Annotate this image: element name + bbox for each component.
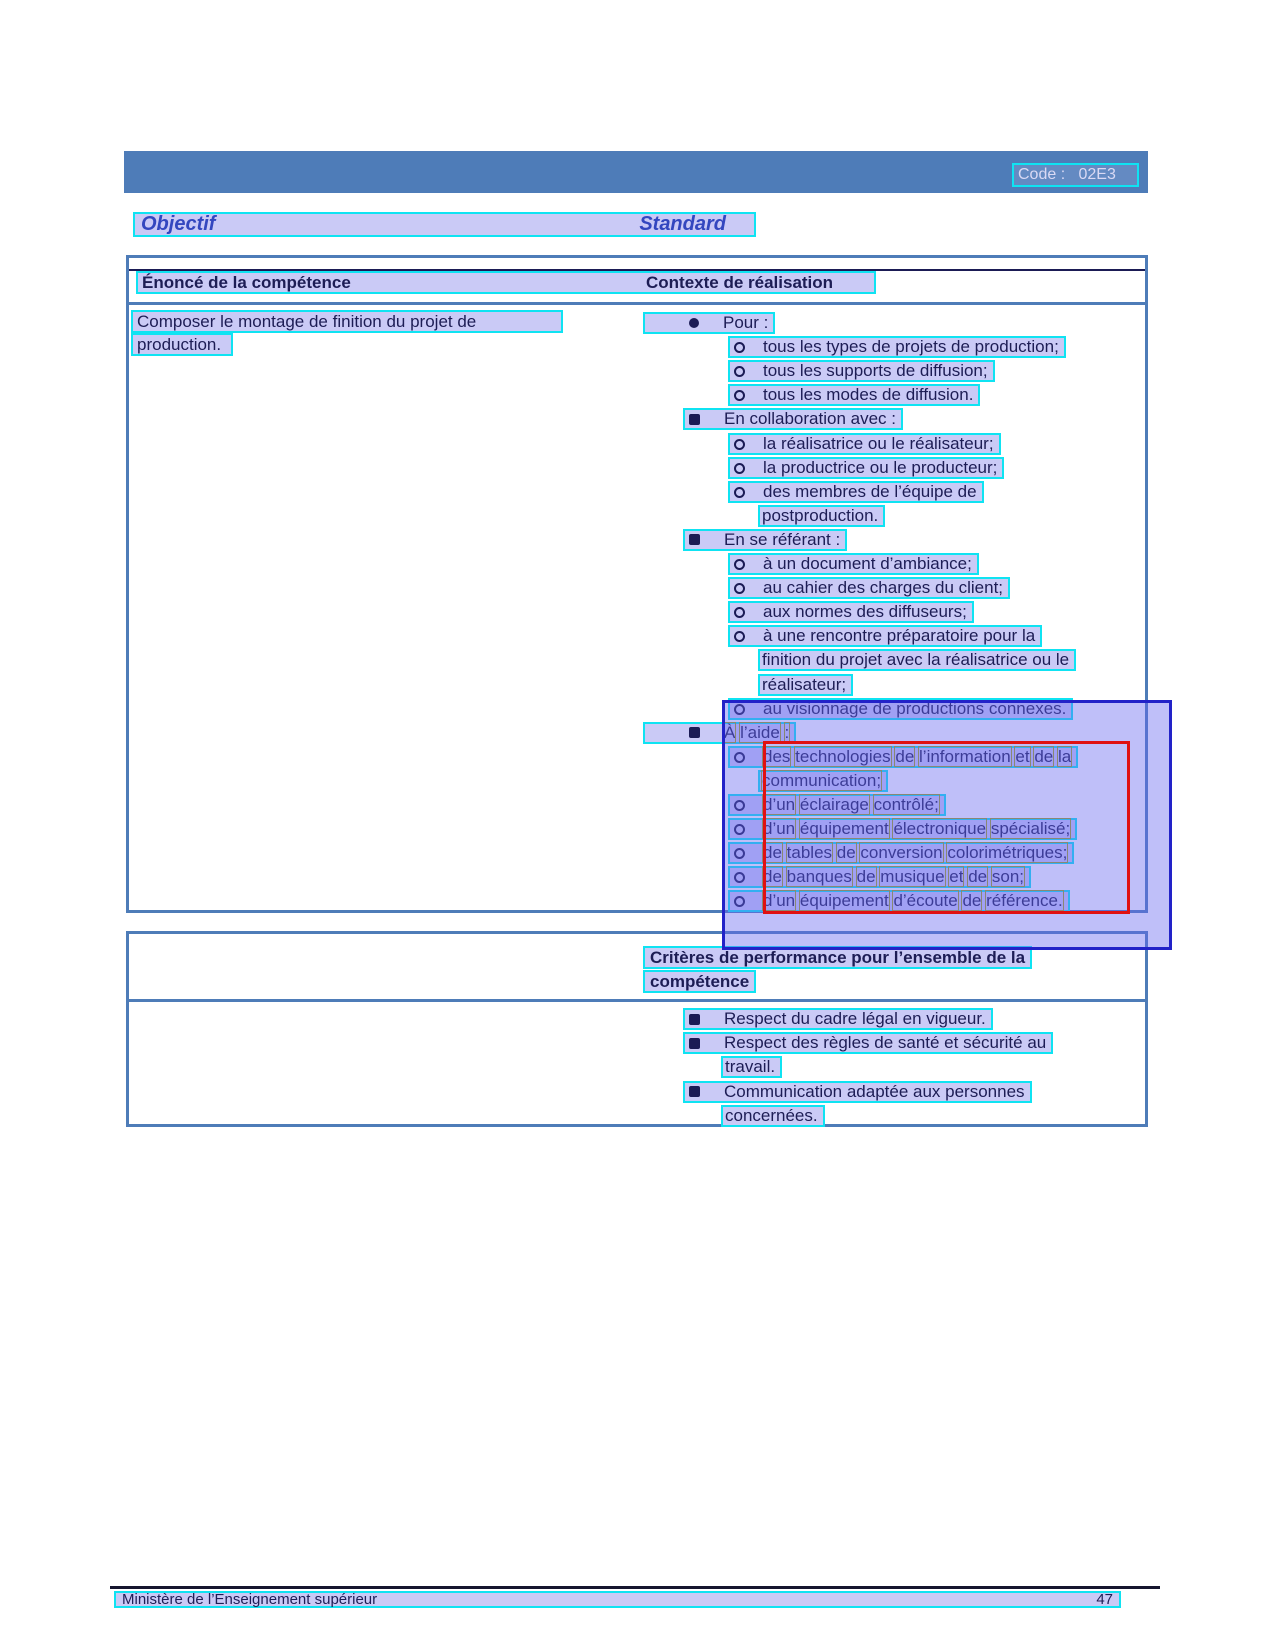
word-box: de bbox=[836, 843, 856, 863]
circle-bullet-icon bbox=[734, 366, 745, 377]
footer-ministry: Ministère de l’Enseignement supérieur bbox=[122, 1591, 378, 1608]
word-box: de bbox=[763, 843, 782, 863]
ocr-line-highlight bbox=[643, 312, 775, 334]
word-box: colorimétriques; bbox=[947, 843, 1068, 863]
circle-bullet-icon bbox=[734, 559, 745, 570]
col-header-enonce: Énoncé de la compétence bbox=[142, 272, 351, 292]
circle-bullet-icon bbox=[734, 631, 745, 642]
col-header-contexte: Contexte de réalisation bbox=[646, 272, 834, 292]
line-text: à un document d’ambiance; bbox=[763, 554, 972, 573]
ocr-line-highlight bbox=[728, 625, 1042, 647]
word-box: de bbox=[962, 891, 982, 911]
ocr-line-highlight bbox=[683, 1032, 1053, 1054]
word-box: tables bbox=[786, 843, 833, 863]
word-box: et bbox=[1015, 746, 1030, 766]
ocr-line-highlight bbox=[728, 384, 980, 406]
line-text: la réalisatrice ou le réalisateur; bbox=[763, 433, 994, 453]
ocr-line-highlight bbox=[683, 408, 903, 430]
ocr-line-highlight bbox=[131, 310, 563, 333]
ocr-line-highlight bbox=[728, 433, 1001, 455]
circle-bullet-icon bbox=[734, 439, 745, 450]
line-text: En collaboration avec : bbox=[724, 409, 896, 429]
circle-bullet-icon bbox=[734, 390, 745, 401]
line-text: au cahier des charges du client; bbox=[763, 578, 1004, 598]
line-text: au visionnage de productions connexes. bbox=[763, 698, 1067, 718]
line-text: En se référant : bbox=[724, 529, 841, 549]
square-bullet-icon bbox=[689, 727, 700, 738]
code-badge bbox=[1012, 163, 1139, 187]
word-box: l’aide bbox=[740, 722, 780, 742]
ocr-line-highlight bbox=[728, 601, 974, 623]
row-separator bbox=[129, 302, 1145, 305]
square-bullet-icon bbox=[689, 1038, 700, 1049]
word-box: l’information bbox=[919, 746, 1011, 766]
competence-line: production. bbox=[137, 334, 222, 354]
line-text: réalisateur; bbox=[762, 674, 847, 694]
row-separator bbox=[129, 999, 1145, 1002]
line-text: postproduction. bbox=[762, 505, 879, 525]
line-text: la productrice ou le producteur; bbox=[763, 457, 998, 477]
line-text: travail. bbox=[725, 1057, 776, 1077]
criteria-header-highlight bbox=[643, 970, 756, 993]
word-box: la bbox=[1057, 746, 1072, 766]
word-box: électronique bbox=[893, 819, 987, 839]
word-box: des bbox=[763, 746, 791, 766]
ocr-line-highlight bbox=[683, 1008, 993, 1030]
line-text: concernées. bbox=[725, 1105, 818, 1125]
ocr-line-highlight bbox=[728, 336, 1066, 358]
line-text: Respect des règles de santé et sécurité au bbox=[724, 1033, 1047, 1053]
dot-bullet-icon bbox=[689, 318, 699, 328]
word-box: référence. bbox=[986, 891, 1063, 911]
competence-line: Composer le montage de finition du projet de bbox=[137, 311, 477, 331]
word-box: technologies bbox=[795, 746, 891, 766]
word-box: de bbox=[1034, 746, 1054, 766]
square-bullet-icon bbox=[689, 534, 700, 545]
word-box: de bbox=[856, 867, 876, 887]
header-band bbox=[124, 151, 1148, 193]
footer-bar bbox=[114, 1591, 1121, 1608]
ocr-line-highlight bbox=[728, 553, 979, 575]
square-bullet-icon bbox=[689, 414, 700, 425]
word-box: d’un bbox=[763, 795, 796, 814]
ocr-line-highlight bbox=[728, 481, 984, 503]
word-box: communication; bbox=[762, 770, 882, 790]
ocr-line-highlight bbox=[728, 577, 1010, 599]
criteria-header-line: compétence bbox=[650, 971, 750, 991]
word-box: contrôlé; bbox=[873, 795, 939, 814]
word-box: spécialisé; bbox=[990, 819, 1071, 839]
criteria-header-line: Critères de performance pour l’ensemble de la bbox=[650, 947, 1026, 967]
word-box: d’écoute bbox=[893, 891, 958, 911]
footer-rule bbox=[110, 1586, 1160, 1589]
line-text: des membres de l’équipe de bbox=[763, 481, 977, 501]
word-box: de bbox=[763, 867, 782, 887]
word-box: éclairage bbox=[799, 795, 869, 814]
criteria-list bbox=[643, 1008, 1151, 1130]
line-text: Respect du cadre légal en vigueur. bbox=[724, 1009, 986, 1028]
criteria-table bbox=[126, 931, 1148, 1127]
word-box: banques bbox=[786, 867, 852, 887]
ocr-line-highlight bbox=[721, 1056, 782, 1078]
word-box: conversion bbox=[860, 843, 943, 863]
ocr-line-highlight bbox=[728, 457, 1004, 479]
square-bullet-icon bbox=[689, 1014, 700, 1025]
word-box: équipement bbox=[799, 891, 889, 911]
title-bar bbox=[133, 212, 756, 237]
ocr-line-highlight bbox=[728, 360, 995, 382]
word-box: À bbox=[724, 722, 736, 742]
title-standard: Standard bbox=[639, 213, 726, 235]
ocr-line-highlight bbox=[683, 529, 847, 551]
ocr-line-highlight bbox=[721, 1105, 825, 1127]
ocr-line-highlight bbox=[131, 333, 233, 356]
line-text: Pour : bbox=[723, 313, 769, 332]
ocr-line-highlight bbox=[758, 649, 1076, 671]
circle-bullet-icon bbox=[734, 607, 745, 618]
word-box: de bbox=[968, 867, 988, 887]
line-text: tous les modes de diffusion. bbox=[763, 385, 974, 405]
circle-bullet-icon bbox=[734, 463, 745, 474]
ocr-line-highlight bbox=[758, 674, 853, 696]
table-header-highlight bbox=[136, 271, 876, 294]
line-text: finition du projet avec la réalisatrice ou le bbox=[762, 650, 1070, 670]
circle-bullet-icon bbox=[734, 583, 745, 594]
circle-bullet-icon bbox=[734, 342, 745, 353]
word-box: d’un bbox=[763, 819, 796, 839]
code-text: Code : 02E3 bbox=[1018, 166, 1116, 183]
ocr-line-highlight bbox=[683, 1081, 1032, 1103]
page-number: 47 bbox=[1096, 1591, 1113, 1608]
selection-inner-red-box[interactable] bbox=[763, 741, 1130, 914]
square-bullet-icon bbox=[689, 1086, 700, 1097]
line-text: Communication adaptée aux personnes bbox=[724, 1081, 1025, 1101]
line-text: aux normes des diffuseurs; bbox=[763, 602, 967, 622]
ocr-line-highlight bbox=[758, 505, 885, 527]
line-text: tous les types de projets de production; bbox=[763, 337, 1059, 357]
word-box: d’un bbox=[763, 891, 796, 911]
title-objectif: Objectif bbox=[141, 213, 216, 235]
word-box: : bbox=[784, 722, 790, 742]
word-box: son; bbox=[991, 867, 1024, 887]
word-box: musique bbox=[880, 867, 945, 887]
circle-bullet-icon bbox=[734, 487, 745, 498]
word-box: équipement bbox=[799, 819, 889, 839]
line-text: à une rencontre préparatoire pour la bbox=[763, 626, 1036, 646]
word-box: de bbox=[895, 746, 915, 766]
word-box: et bbox=[949, 867, 964, 887]
line-text: tous les supports de diffusion; bbox=[763, 361, 988, 381]
